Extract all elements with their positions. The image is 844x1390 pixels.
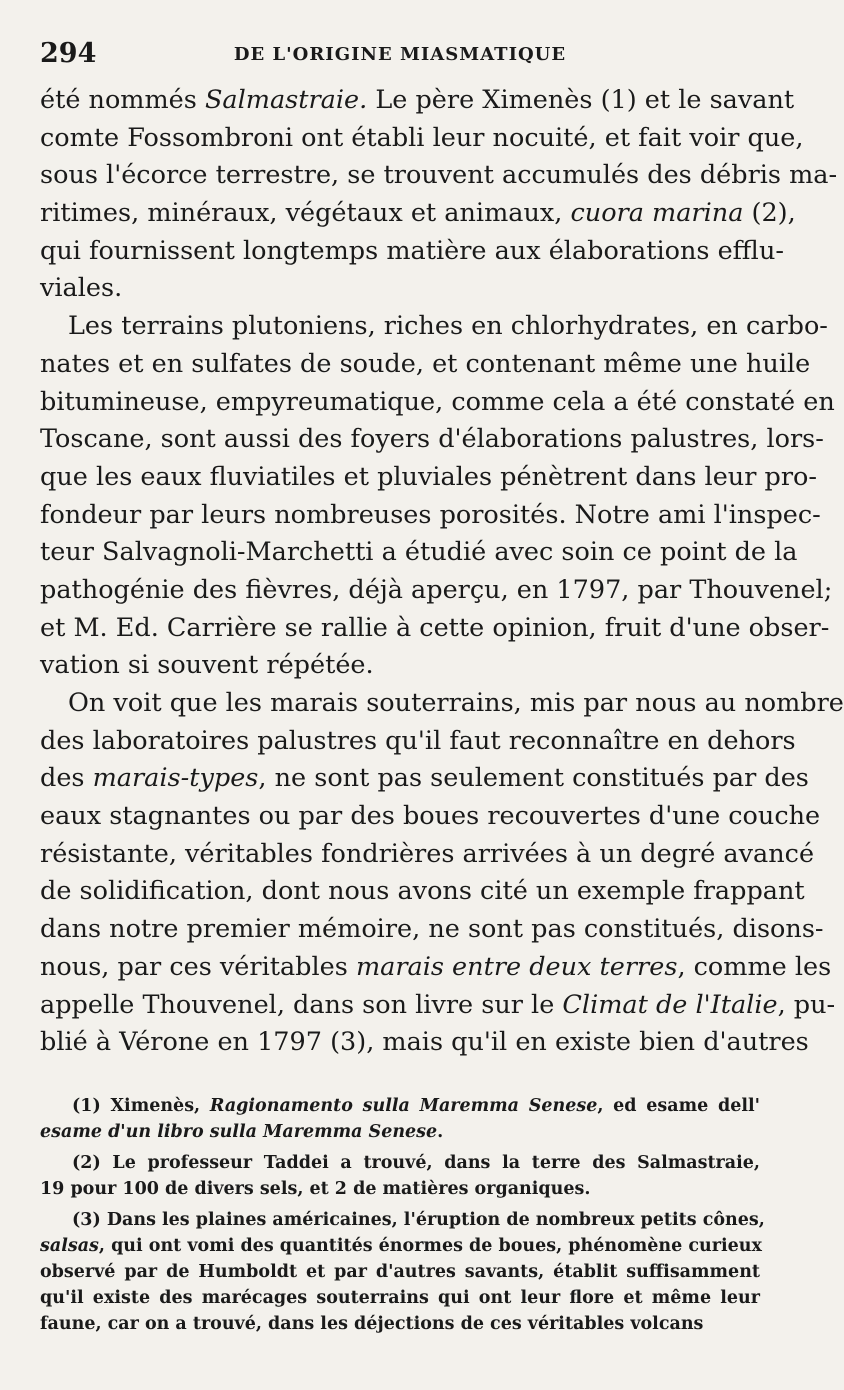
footnote-line: 19 pour 100 de divers sels, et 2 de matières organiques.: [40, 1179, 591, 1199]
italic-phrase: Ragionamento sulla Maremma Senese: [209, 1096, 598, 1116]
text-line: que les eaux fluviatiles et pluviales pénètrent dans leur pro-: [40, 461, 817, 492]
text-line: qui fournissent longtemps matière aux élaborations efflu-: [40, 235, 784, 266]
text-line: de solidification, dont nous avons cité un exemple frappant: [40, 876, 805, 907]
italic-phrase: salsas: [40, 1236, 99, 1256]
text-line: teur Salvagnoli-Marchetti a étudié avec soin ce point de la: [40, 537, 798, 568]
text-line: ritimes, minéraux, végétaux et animaux, cuora marina (2),: [40, 198, 796, 229]
text-line: Toscane, sont aussi des foyers d'élaborations palustres, lors-: [40, 424, 824, 455]
text-line: nates et en sulfates de soude, et contenant même une huile: [40, 348, 811, 379]
page-number: 294: [40, 38, 97, 69]
footnote-line: observé par de Humboldt et par d'autres savants, établit suffisamment: [40, 1262, 760, 1282]
text-line: été nommés Salmastraie. Le père Ximenès (1) et le savant: [40, 85, 795, 115]
text-line: pathogénie des fièvres, déjà aperçu, en 1797, par Thouvenel;: [40, 574, 833, 605]
text-line: viales.: [40, 273, 123, 304]
italic-phrase: marais entre deux terres: [355, 951, 678, 982]
running-title: DE L'ORIGINE MIASMATIQUE: [233, 44, 567, 65]
footnote-line: (3) Dans les plaines américaines, l'éruption de nombreux petits cônes,: [72, 1210, 765, 1230]
text-line: eaux stagnantes ou par des boues recouvertes d'une couche: [40, 801, 821, 832]
text-line: nous, par ces véritables marais entre deux terres, comme les: [40, 951, 832, 982]
text-line: blié à Vérone en 1797 (3), mais qu'il en existe bien d'autres: [40, 1027, 809, 1058]
text-line: bitumineuse, empyreumatique, comme cela a été constaté en: [40, 386, 835, 417]
text-line: Les terrains plutoniens, riches en chlorhydrates, en carbo-: [68, 311, 828, 342]
footnote-line: esame d'un libro sulla Maremma Senese.: [40, 1122, 444, 1142]
text-line: vation si souvent répétée.: [40, 650, 374, 681]
text-line: dans notre premier mémoire, ne sont pas constitués, disons-: [40, 914, 824, 945]
footnote-line: (1) Ximenès, Ragionamento sulla Maremma Senese, ed esame dell': [72, 1096, 760, 1116]
text-line: et M. Ed. Carrière se rallie à cette opinion, fruit d'une obser-: [40, 612, 830, 643]
italic-phrase: Climat de l'Italie: [562, 989, 778, 1020]
footnote-line: salsas, qui ont vomi des quantités énormes de boues, phénomène curieux: [40, 1236, 762, 1256]
footnotes: [40, 1093, 765, 1337]
text-line: comte Fossombroni ont établi leur nocuité, et fait voir que,: [40, 122, 804, 153]
body-text: [40, 82, 844, 1062]
italic-phrase: esame d'un libro sulla Maremma Senese: [40, 1122, 438, 1142]
footnote-line: qu'il existe des marécages souterrains qui ont leur flore et même leur: [40, 1288, 760, 1308]
text-line: appelle Thouvenel, dans son livre sur le Climat de l'Italie, pu-: [40, 989, 836, 1020]
italic-phrase: Salmastraie.: [204, 85, 368, 115]
text-line: des laboratoires palustres qu'il faut reconnaître en dehors: [40, 725, 796, 756]
page-header: [40, 38, 760, 74]
footnote-line: (2) Le professeur Taddei a trouvé, dans la terre des Salmastraie,: [72, 1153, 760, 1173]
text-line: sous l'écorce terrestre, se trouvent accumulés des débris ma-: [40, 160, 838, 191]
footnote-line: faune, car on a trouvé, dans les déjections de ces véritables volcans: [40, 1314, 704, 1334]
text-line: fondeur par leurs nombreuses porosités. Notre ami l'inspec-: [40, 499, 821, 530]
text-line: On voit que les marais souterrains, mis par nous au nombre: [68, 688, 844, 718]
text-line: résistante, véritables fondrières arrivées à un degré avancé: [40, 838, 815, 869]
italic-phrase: marais-types: [92, 763, 259, 794]
italic-phrase: cuora marina: [570, 198, 744, 229]
text-line: des marais-types, ne sont pas seulement constitués par des: [40, 763, 809, 794]
